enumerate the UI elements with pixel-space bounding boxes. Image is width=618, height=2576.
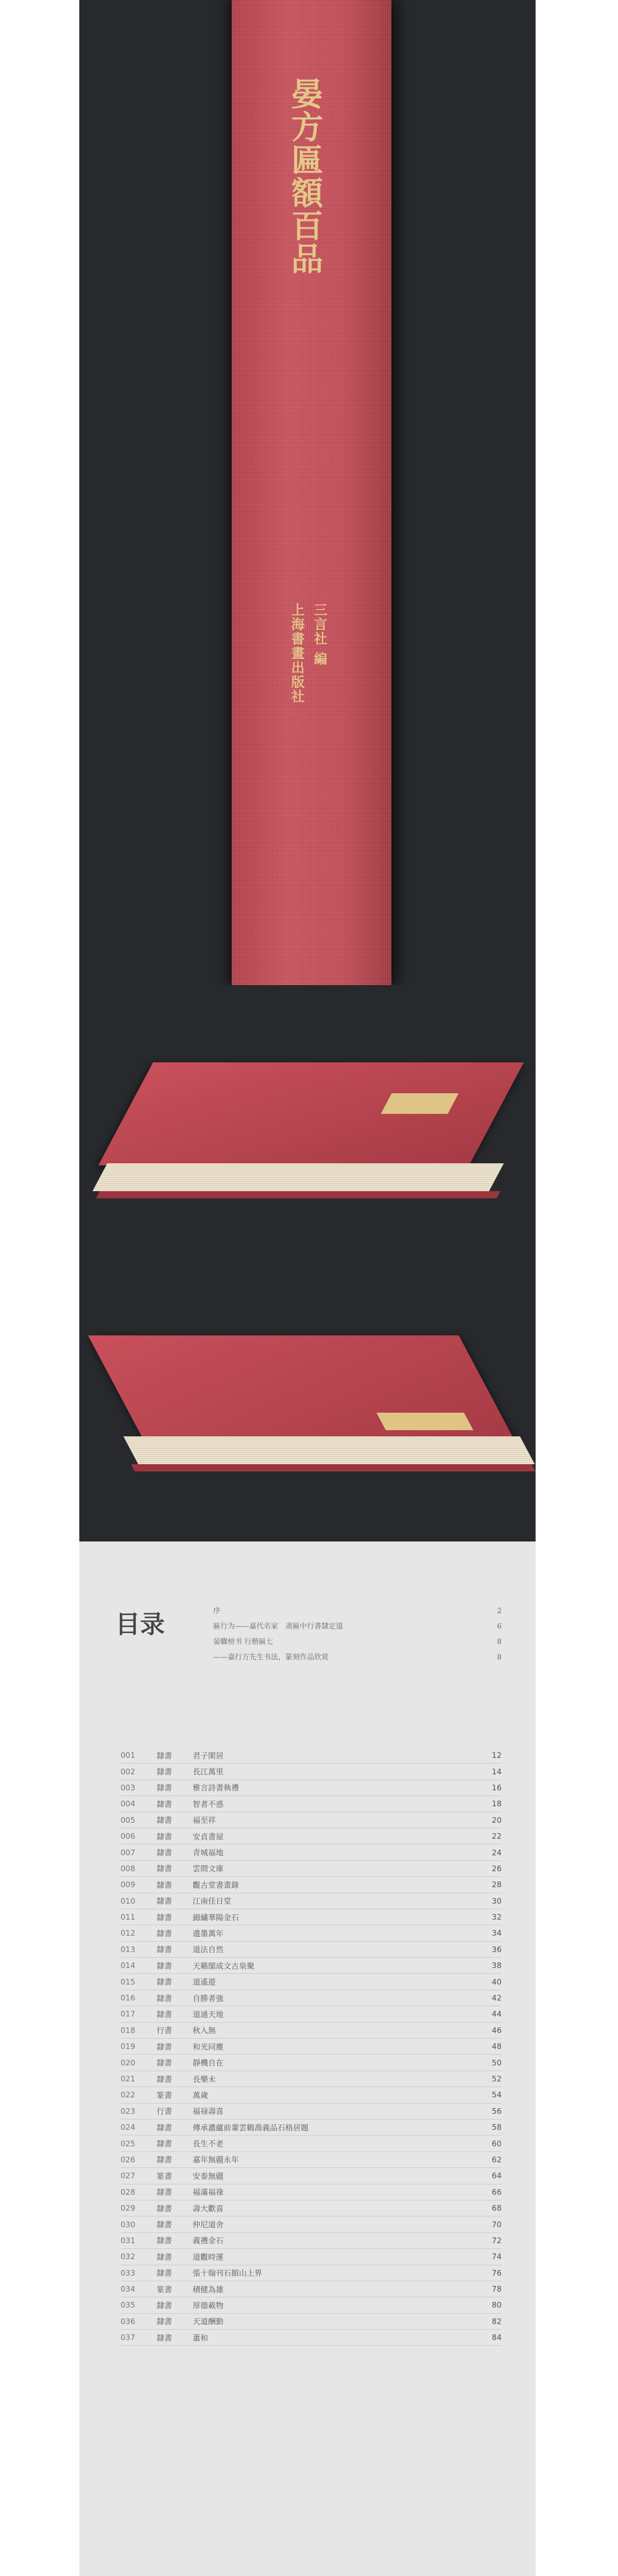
entry-title: 仲尼道舍	[193, 2220, 224, 2230]
entry-title: 君子閑居	[193, 1751, 224, 1760]
entry-page: 74	[491, 2252, 502, 2262]
entry-number: 017	[121, 2009, 135, 2019]
entry-title: 萬歲	[193, 2090, 209, 2100]
toc-row	[121, 2314, 502, 2330]
toc-row	[121, 1942, 502, 1958]
intro-page: 8	[497, 1638, 502, 1646]
toc-row	[121, 2281, 502, 2297]
entry-script: 行書	[157, 2026, 173, 2036]
entry-page: 82	[491, 2316, 502, 2326]
entry-script: 隸書	[157, 2139, 173, 2149]
entry-title: 長生不老	[193, 2139, 224, 2149]
entry-script: 隸書	[157, 2155, 173, 2165]
toc-row	[121, 2136, 502, 2151]
page-block	[93, 1163, 504, 1191]
entry-number: 021	[121, 2074, 135, 2083]
entry-script: 隸書	[157, 1751, 173, 1760]
entry-number: 023	[121, 2106, 135, 2116]
entry-page: 52	[491, 2074, 502, 2083]
toc-row	[121, 1893, 502, 1909]
back-board	[131, 1464, 535, 1471]
toc-row	[121, 1974, 502, 1990]
entry-script: 隸書	[157, 1896, 173, 1906]
entry-script: 隸書	[157, 1912, 173, 1922]
intro-row	[213, 1619, 502, 1634]
entry-title: 福滿福祿	[193, 2188, 224, 2197]
intro-title: 序	[213, 1607, 220, 1615]
entry-title: 積健為雄	[193, 2284, 224, 2294]
entry-page: 76	[491, 2268, 502, 2278]
entry-title: 厚德載物	[193, 2300, 224, 2310]
entry-page: 80	[491, 2300, 502, 2310]
entry-page: 62	[491, 2155, 502, 2164]
intro-row	[213, 1634, 502, 1650]
entry-number: 002	[121, 1767, 135, 1776]
entry-script: 隸書	[157, 1816, 173, 1825]
entry-page: 22	[491, 1832, 502, 1841]
entry-number: 010	[121, 1896, 135, 1906]
entry-page: 28	[491, 1880, 502, 1890]
entry-number: 008	[121, 1863, 135, 1873]
entry-page: 32	[491, 1912, 502, 1922]
entry-page: 36	[491, 1944, 502, 1954]
intro-row	[213, 1650, 502, 1665]
toc-row	[121, 2039, 502, 2055]
entry-page: 48	[491, 2042, 502, 2052]
entry-title: 江南佳日堂	[193, 1896, 232, 1906]
entry-number: 001	[121, 1751, 135, 1760]
entry-script: 篆書	[157, 2284, 173, 2294]
entry-title: 錦繡華陽金石	[193, 1912, 239, 1922]
entry-title: 道遙遊	[193, 1977, 216, 1987]
entry-script: 行書	[157, 2107, 173, 2116]
entry-page: 56	[491, 2106, 502, 2116]
toc-row	[121, 2152, 502, 2168]
entry-number: 031	[121, 2235, 135, 2245]
cover-label	[376, 1413, 473, 1430]
entry-number: 013	[121, 1944, 135, 1954]
page-block	[124, 1436, 535, 1464]
entry-script: 隸書	[157, 2188, 173, 2197]
entry-script: 隸書	[157, 2204, 173, 2213]
entry-script: 隸書	[157, 2009, 173, 2019]
entry-title: 靜機自在	[193, 2058, 224, 2068]
entry-script: 隸書	[157, 1961, 173, 1971]
entry-number: 025	[121, 2139, 135, 2148]
entry-page: 38	[491, 1961, 502, 1971]
entry-script: 隸書	[157, 2074, 173, 2084]
entry-page: 68	[491, 2204, 502, 2213]
entry-page: 50	[491, 2058, 502, 2067]
entry-number: 026	[121, 2155, 135, 2164]
entry-number: 036	[121, 2316, 135, 2326]
toc-row	[121, 2023, 502, 2039]
entry-page: 84	[491, 2333, 502, 2343]
table-of-contents-page	[79, 1541, 536, 2576]
spine-photo	[79, 0, 536, 985]
toc-row	[121, 2297, 502, 2313]
entry-number: 019	[121, 2042, 135, 2052]
entry-script: 隸書	[157, 1783, 173, 1793]
intro-page: 2	[497, 1607, 502, 1615]
entry-page: 44	[491, 2009, 502, 2019]
entry-title: 傳承濃蘊前輩雲鶴喬義品石格居題	[193, 2123, 309, 2132]
entry-title: 福至祥	[193, 1816, 216, 1825]
intro-title: ——嘉行方先生书法，篆刻作品欣赏	[213, 1653, 329, 1662]
toc-row	[121, 2071, 502, 2087]
entry-number: 033	[121, 2268, 135, 2278]
entry-title: 安貞書屋	[193, 1832, 224, 1841]
entry-script: 隸書	[157, 1864, 173, 1874]
entry-number: 029	[121, 2204, 135, 2213]
toc-row	[121, 2104, 502, 2120]
toc-row	[121, 1958, 502, 1974]
entry-number: 024	[121, 2123, 135, 2132]
entry-script: 隸書	[157, 2236, 173, 2246]
toc-row	[121, 2184, 502, 2200]
entry-script: 隸書	[157, 1928, 173, 1938]
entry-title: 道法自然	[193, 1945, 224, 1955]
entry-script: 篆書	[157, 2090, 173, 2100]
entry-title: 遺墨萬年	[193, 1928, 224, 1938]
entry-title: 義禮金石	[193, 2236, 224, 2246]
entry-script: 隸書	[157, 1848, 173, 1858]
entry-page: 40	[491, 1977, 502, 1987]
toc-heading: 目录	[115, 1610, 165, 1639]
intro-title: 晏驟榜书 行楷匾七	[213, 1638, 273, 1646]
entry-page: 12	[491, 1751, 502, 1760]
entry-number: 005	[121, 1815, 135, 1825]
entry-page: 24	[491, 1848, 502, 1857]
toc-row	[121, 2216, 502, 2232]
toc-row	[121, 1909, 502, 1925]
entry-title: 智者不惑	[193, 1799, 224, 1809]
entry-script: 隸書	[157, 2123, 173, 2132]
entry-title: 雲間文庫	[193, 1864, 224, 1874]
entry-title: 青城福地	[193, 1848, 224, 1858]
entry-page: 16	[491, 1783, 502, 1792]
entry-title: 嘉年無疆永年	[193, 2155, 239, 2165]
entry-number: 032	[121, 2252, 135, 2262]
book-spine	[232, 0, 391, 985]
entry-script: 隸書	[157, 2252, 173, 2262]
entry-script: 隸書	[157, 1832, 173, 1841]
toc-row	[121, 1844, 502, 1860]
entry-script: 隸書	[157, 1977, 173, 1987]
entry-title: 蕭和	[193, 2333, 209, 2343]
toc-row	[121, 1925, 502, 1941]
entry-number: 020	[121, 2058, 135, 2067]
closed-book	[100, 1062, 515, 1227]
entry-page: 18	[491, 1799, 502, 1809]
entry-title: 長樂未	[193, 2074, 216, 2084]
entry-title: 長江萬里	[193, 1767, 224, 1777]
entry-number: 034	[121, 2284, 135, 2294]
spine-editor: 三言社 編	[312, 603, 327, 667]
entry-script: 隸書	[157, 1993, 173, 2003]
entry-page: 20	[491, 1815, 502, 1825]
entry-page: 30	[491, 1896, 502, 1906]
toc-row	[121, 2330, 502, 2346]
closed-book-photo-1	[79, 985, 536, 1274]
entry-title: 壽大歡喜	[193, 2204, 224, 2213]
closed-book	[100, 1335, 515, 1500]
entry-number: 035	[121, 2300, 135, 2310]
intro-page: 8	[497, 1653, 502, 1662]
toc-row	[121, 2168, 502, 2184]
entry-number: 022	[121, 2090, 135, 2100]
entry-number: 012	[121, 1928, 135, 1938]
entry-title: 道觀時運	[193, 2252, 224, 2262]
book-cover	[98, 1062, 524, 1165]
entry-number: 003	[121, 1783, 135, 1792]
entry-page: 70	[491, 2219, 502, 2229]
entry-title: 天籟閣成文古泉聚	[193, 1961, 255, 1971]
toc-row	[121, 2249, 502, 2265]
entry-number: 004	[121, 1799, 135, 1809]
entry-number: 037	[121, 2333, 135, 2343]
entry-page: 64	[491, 2171, 502, 2181]
toc-row	[121, 2055, 502, 2071]
entry-title: 福禄壽喜	[193, 2107, 224, 2116]
toc-row	[121, 2265, 502, 2281]
entry-page: 72	[491, 2235, 502, 2245]
toc-row	[121, 2006, 502, 2022]
entry-script: 隸書	[157, 2042, 173, 2052]
entry-title: 秋入無	[193, 2026, 216, 2036]
entry-script: 隸書	[157, 1767, 173, 1777]
spine-title: 晏方匾額百品	[286, 77, 323, 275]
entry-page: 34	[491, 1928, 502, 1938]
entry-number: 007	[121, 1848, 135, 1857]
entry-script: 隸書	[157, 1799, 173, 1809]
entry-script: 隸書	[157, 2333, 173, 2343]
spine-publisher: 上海書畫出版社	[289, 603, 304, 704]
entry-number: 018	[121, 2025, 135, 2035]
toc-row	[121, 1861, 502, 1877]
intro-page: 6	[497, 1622, 502, 1631]
entry-number: 028	[121, 2187, 135, 2197]
entry-number: 006	[121, 1832, 135, 1841]
toc-row	[121, 2087, 502, 2103]
intro-title: 匾行为——嘉代名家 斋匾中行書隸定道	[213, 1622, 343, 1631]
entry-number: 014	[121, 1961, 135, 1971]
entry-title: 安泰無疆	[193, 2171, 224, 2181]
entry-number: 011	[121, 1912, 135, 1922]
toc-row	[121, 1990, 502, 2006]
intro-row	[213, 1603, 502, 1619]
entry-number: 030	[121, 2219, 135, 2229]
entry-script: 隸書	[157, 2317, 173, 2327]
toc-list	[121, 1748, 502, 2346]
toc-row	[121, 1796, 502, 1812]
entry-number: 015	[121, 1977, 135, 1987]
entry-title: 道通天地	[193, 2009, 224, 2019]
toc-row	[121, 2233, 502, 2249]
toc-row	[121, 1780, 502, 1796]
toc-row	[121, 2200, 502, 2216]
entry-page: 60	[491, 2139, 502, 2148]
entry-script: 隸書	[157, 1945, 173, 1955]
entry-script: 隸書	[157, 2268, 173, 2278]
toc-row	[121, 1812, 502, 1828]
toc-row	[121, 1764, 502, 1780]
toc-row	[121, 1877, 502, 1893]
entry-page: 14	[491, 1767, 502, 1776]
entry-page: 58	[491, 2123, 502, 2132]
entry-number: 027	[121, 2171, 135, 2181]
entry-page: 54	[491, 2090, 502, 2100]
entry-script: 隸書	[157, 2300, 173, 2310]
entry-title: 天道酬勤	[193, 2317, 224, 2327]
toc-row	[121, 1748, 502, 1764]
cover-label	[381, 1093, 458, 1114]
entry-script: 隸書	[157, 2058, 173, 2068]
entry-page: 78	[491, 2284, 502, 2294]
entry-title: 張十翰刊石館山上界	[193, 2268, 263, 2278]
entry-page: 66	[491, 2187, 502, 2197]
entry-page: 42	[491, 1993, 502, 2003]
back-board	[96, 1191, 500, 1198]
toc-intro	[213, 1603, 502, 1665]
toc-row	[121, 1828, 502, 1844]
toc-row	[121, 2120, 502, 2136]
entry-page: 26	[491, 1863, 502, 1873]
entry-page: 46	[491, 2025, 502, 2035]
closed-book-photo-2	[79, 1274, 536, 1541]
entry-title: 觀古堂書畫錄	[193, 1880, 239, 1890]
entry-title: 和光同塵	[193, 2042, 224, 2052]
entry-title: 自勝者強	[193, 1993, 224, 2003]
entry-script: 隸書	[157, 2220, 173, 2230]
entry-number: 009	[121, 1880, 135, 1890]
entry-title: 雅言詩書執禮	[193, 1783, 239, 1793]
entry-script: 隸書	[157, 1880, 173, 1890]
entry-script: 篆書	[157, 2171, 173, 2181]
entry-number: 016	[121, 1993, 135, 2003]
